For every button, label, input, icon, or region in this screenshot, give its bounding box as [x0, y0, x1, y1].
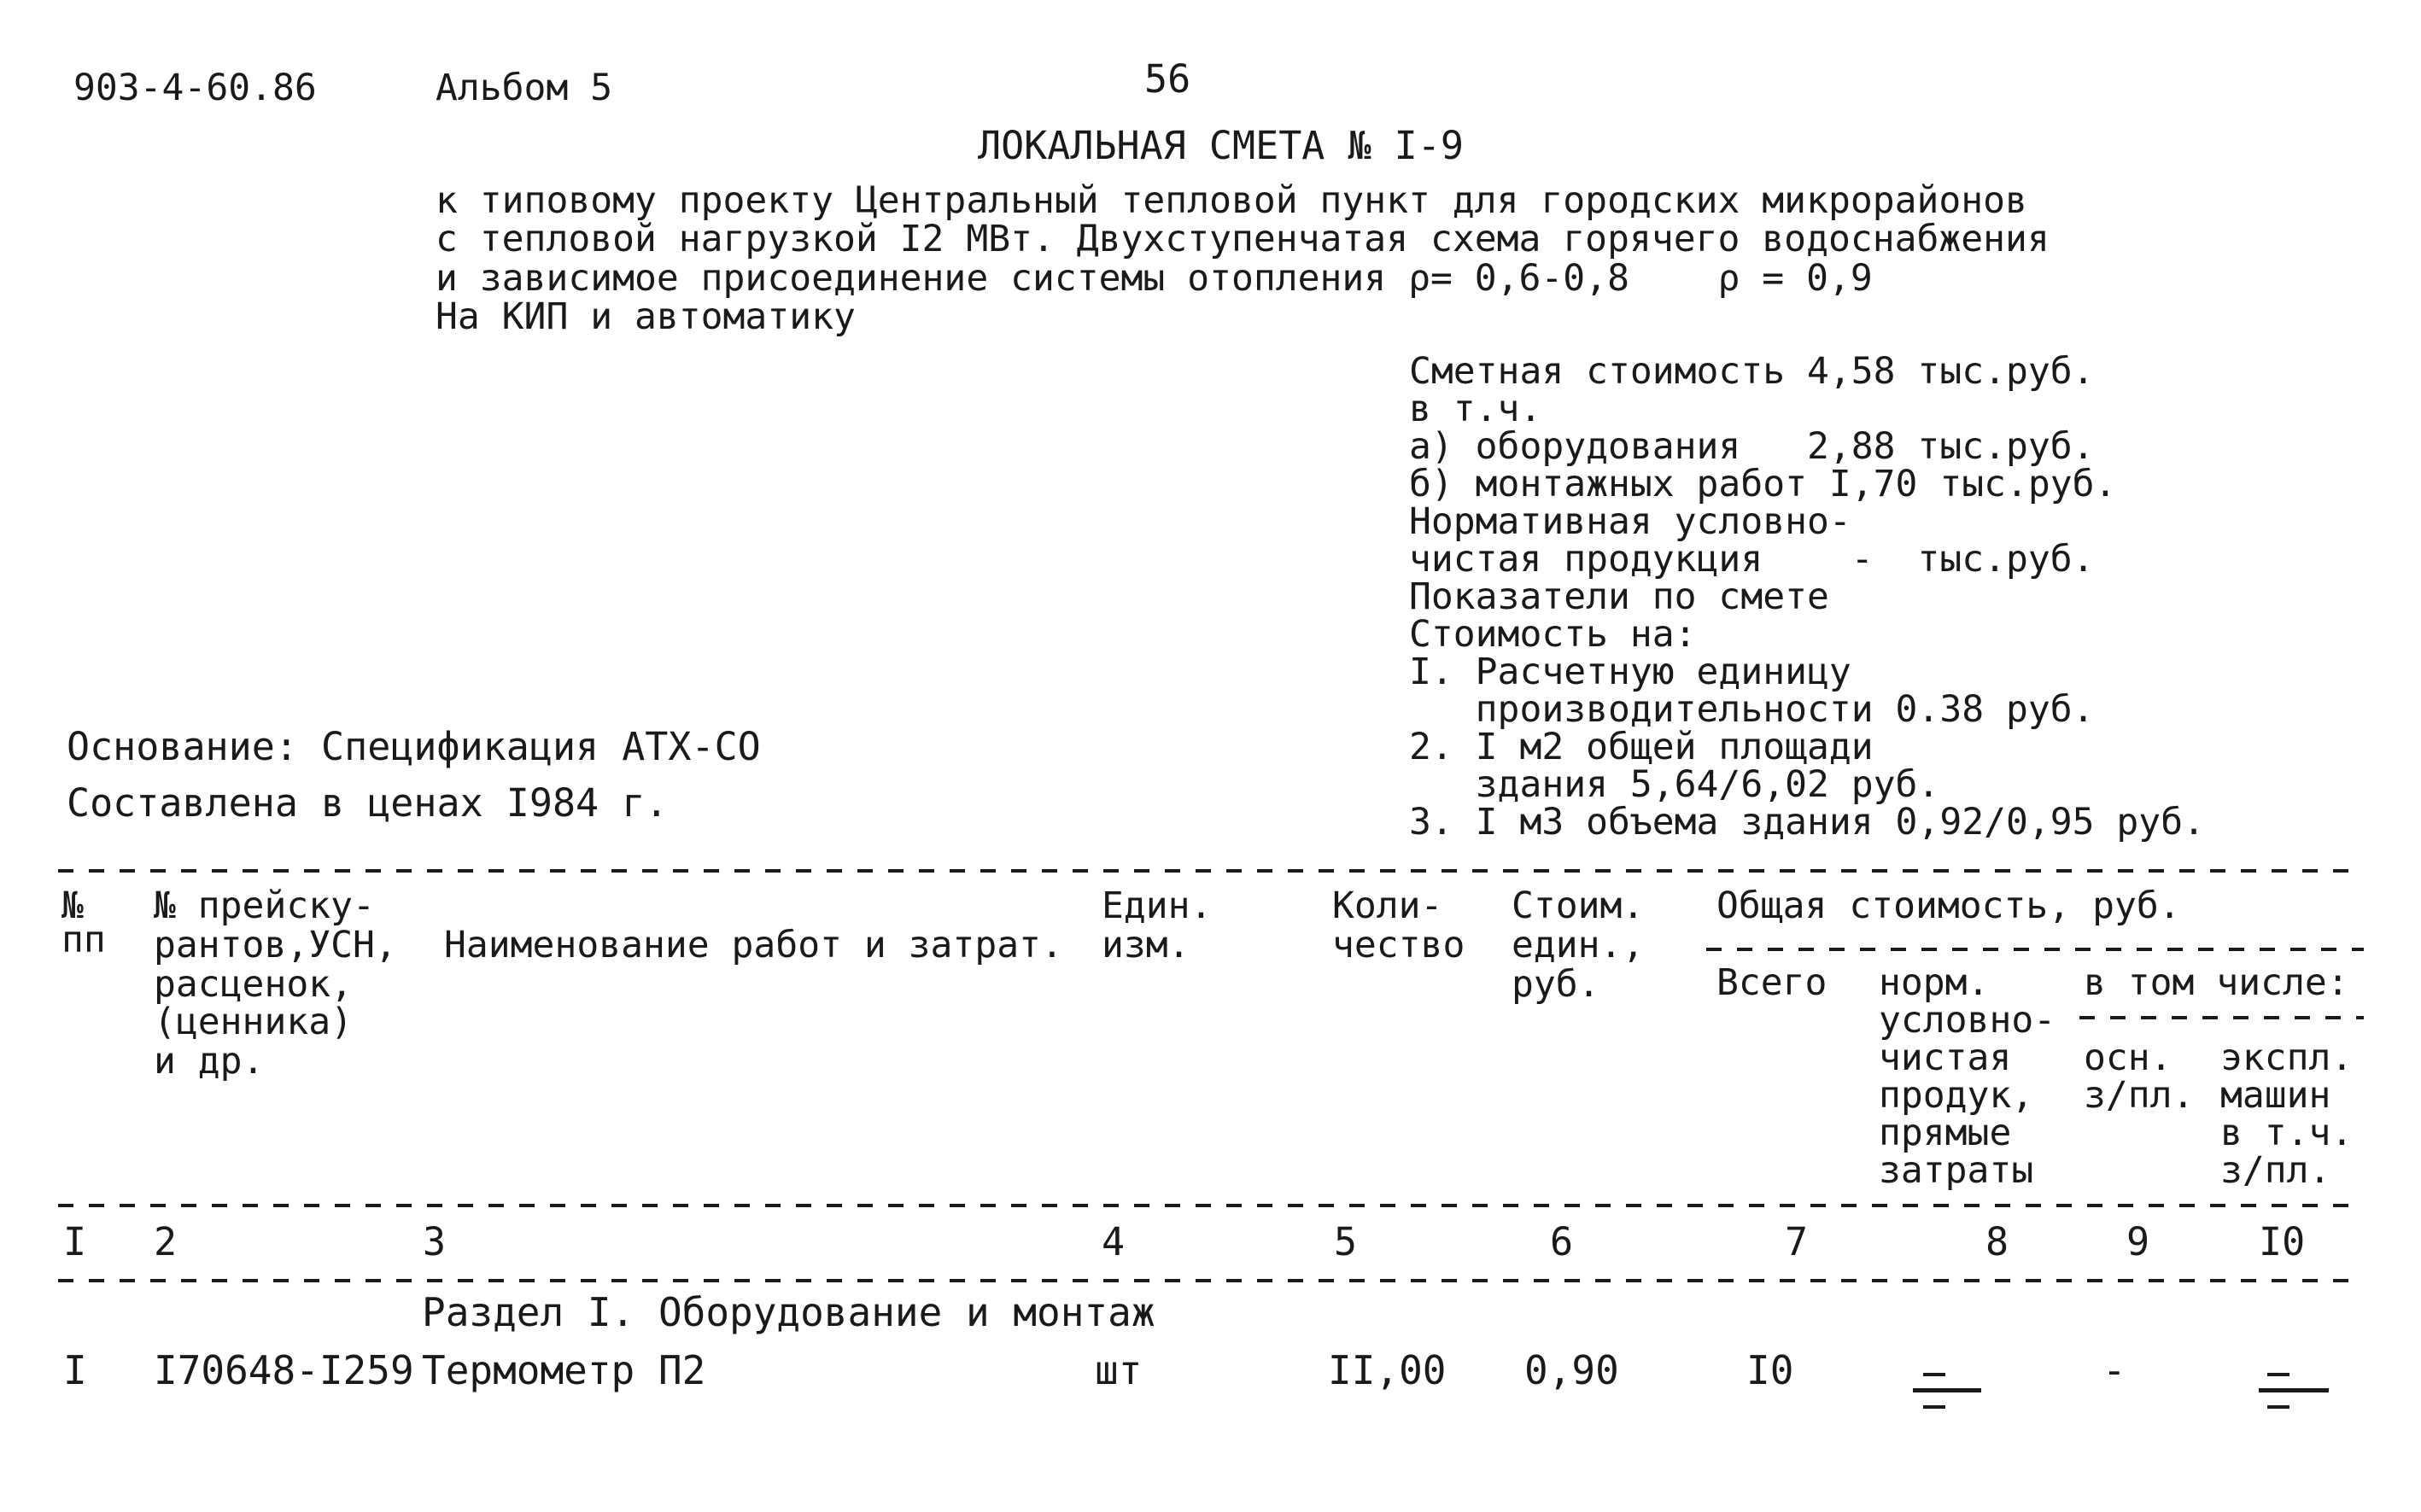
summary-line: Показатели по смете — [1409, 575, 1829, 618]
col-8-header: затраты — [1879, 1149, 2034, 1192]
price-code: I70648-I259 — [154, 1347, 414, 1393]
col-8-header: норм. — [1879, 961, 1990, 1004]
base-wage: - — [2102, 1347, 2126, 1393]
in-that-number-rule — [2079, 1016, 2364, 1019]
column-number: 4 — [1102, 1219, 1126, 1264]
col-1-header: пп — [61, 919, 106, 961]
basis-line: Основание: Спецификация АТХ-СО — [67, 724, 761, 769]
page-number: 56 — [1144, 56, 1191, 102]
col-10-header: машин — [2220, 1074, 2331, 1117]
summary-line: а) оборудования 2,88 тыс.руб. — [1409, 425, 2095, 468]
summary-line: Стоимость на: — [1409, 613, 1697, 656]
summary-line: 3. I м3 объема здания 0,92/0,95 руб. — [1409, 801, 2205, 844]
col-2-header: рантов,УСН, — [154, 924, 397, 966]
col-4-header: Един. — [1102, 884, 1213, 927]
total-cost: I0 — [1746, 1347, 1794, 1393]
col-2-header: № прейску- — [154, 884, 375, 927]
col-10-header: з/пл. — [2220, 1149, 2331, 1192]
col-9-header: з/пл. — [2084, 1074, 2195, 1117]
summary-line: Сметная стоимость 4,58 тыс.руб. — [1409, 350, 2095, 393]
in-that-number-header: в том числе: — [2084, 961, 2349, 1004]
column-number: 9 — [2126, 1219, 2150, 1264]
col-9-header: осн. — [2084, 1036, 2172, 1079]
summary-line: чистая продукция - тыс.руб. — [1409, 538, 2095, 581]
col-5-header: чество — [1332, 924, 1465, 966]
estimate-title: ЛОКАЛЬНАЯ СМЕТА № I-9 — [978, 123, 1464, 168]
unit: шт — [1095, 1347, 1143, 1393]
col-8-header: условно- — [1879, 999, 2056, 1042]
description-line: к типовому проекту Центральный тепловой пункт для городских микрорайонов — [436, 179, 2027, 222]
description-line: На КИП и автоматику — [436, 295, 856, 338]
album-label: Альбом 5 — [436, 67, 613, 109]
col-8-header: прямые — [1879, 1112, 2012, 1154]
quantity: II,00 — [1328, 1347, 1447, 1393]
column-number: 8 — [1985, 1219, 2009, 1264]
col-5-header: Коли- — [1332, 884, 1443, 927]
col-10-header: экспл. — [2220, 1036, 2354, 1079]
summary-line: б) монтажных работ I,70 тыс.руб. — [1409, 463, 2117, 505]
document-code: 903-4-60.86 — [73, 67, 317, 109]
column-number: I0 — [2259, 1219, 2306, 1264]
col-10-header: в т.ч. — [2220, 1112, 2354, 1154]
pricing-year-line: Составлена в ценах I984 г. — [67, 780, 669, 826]
summary-line: производительности 0.38 руб. — [1409, 688, 2095, 731]
col-6-header: Стоим. — [1512, 884, 1645, 927]
summary-line: здания 5,64/6,02 руб. — [1409, 763, 1940, 806]
column-number: 6 — [1550, 1219, 1574, 1264]
group-header-rule — [1706, 948, 2364, 951]
description-line: и зависимое присоединение системы отопления ρ= 0,6-0,8 ρ = 0,9 — [436, 257, 1873, 300]
item-name: Термометр П2 — [422, 1347, 706, 1393]
header-bottom-rule — [58, 1204, 2364, 1207]
col-6-header: един., — [1512, 924, 1645, 966]
section-title: Раздел I. Оборудование и монтаж — [422, 1289, 1155, 1335]
col-2-header: и др. — [154, 1040, 265, 1083]
col-2-header: расценок, — [154, 963, 353, 1006]
column-number: I — [63, 1219, 87, 1264]
row-number: I — [63, 1347, 87, 1393]
col-2-header: (ценника) — [154, 1001, 353, 1043]
column-number: 5 — [1334, 1219, 1358, 1264]
col-8-header: чистая — [1879, 1036, 2012, 1079]
total-cost-group-header: Общая стоимость, руб. — [1716, 884, 2181, 927]
column-number: 7 — [1785, 1219, 1809, 1264]
col-7-header: Всего — [1716, 961, 1827, 1004]
summary-line: I. Расчетную единицу — [1409, 651, 1851, 693]
summary-line: Нормативная условно- — [1409, 500, 1851, 543]
column-number: 2 — [154, 1219, 178, 1264]
col-8-header: продук, — [1879, 1074, 2034, 1117]
summary-line: 2. I м2 общей площади — [1409, 726, 1874, 768]
col-6-header: руб. — [1512, 963, 1600, 1006]
table-top-rule — [58, 869, 2364, 873]
description-line: с тепловой нагрузкой I2 МВт. Двухступенчатая схема горячего водоснабжения — [436, 218, 2050, 260]
column-number: 3 — [423, 1219, 447, 1264]
unit-cost: 0,90 — [1524, 1347, 1619, 1393]
col-1-header: № — [61, 884, 84, 927]
col-4-header: изм. — [1102, 924, 1190, 966]
summary-line: в т.ч. — [1409, 388, 1542, 430]
col-3-header: Наименование работ и затрат. — [444, 924, 1063, 966]
numbers-bottom-rule — [58, 1279, 2364, 1282]
